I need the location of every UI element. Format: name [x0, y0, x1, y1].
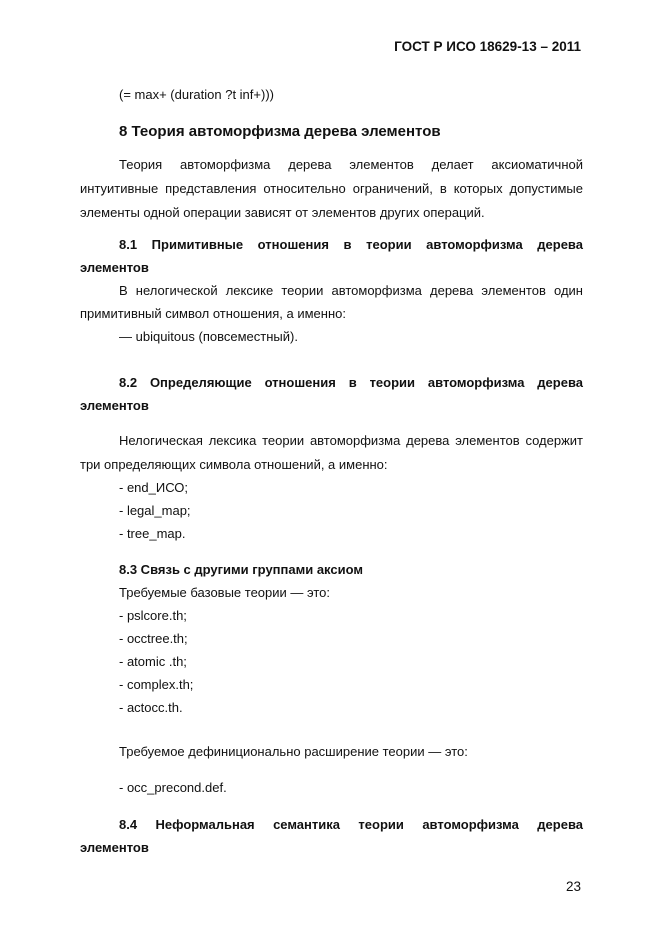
- section-8-4-heading-line-1: 8.4 Неформальная семантика теории автоморфизма дерева: [119, 817, 583, 832]
- section-8-3-extension-intro: Требуемое дефиниционально расширение теории — это:: [119, 744, 468, 759]
- document-header: ГОСТ Р ИСО 18629-13 – 2011: [394, 39, 581, 54]
- section-8-3-intro: Требуемые базовые теории — это:: [119, 585, 331, 600]
- section-8-3-extension-item: - occ_precond.def.: [119, 780, 227, 795]
- section-8-heading: 8 Теория автоморфизма дерева элементов: [119, 123, 441, 140]
- section-8-3-list-item: - complex.th;: [119, 677, 194, 692]
- section-8-paragraph-line-1: Теория автоморфизма дерева элементов делает аксиоматичной: [119, 157, 583, 172]
- page-number: 23: [565, 879, 581, 894]
- section-8-2-list-item: - end_ИСО;: [119, 480, 189, 495]
- section-8-2-heading-line-2: элементов: [80, 398, 149, 413]
- section-8-paragraph-line-2: интуитивные представления относительно ограничений, в которых допустимые: [80, 181, 583, 196]
- formula-line: (= max+ (duration ?t inf+))): [119, 87, 274, 102]
- section-8-2-paragraph-line-2: три определяющих символа отношений, а именно:: [80, 457, 388, 472]
- section-8-1-paragraph-line-2: примитивный символ отношения, а именно:: [80, 306, 346, 321]
- section-8-2-heading-line-1: 8.2 Определяющие отношения в теории автоморфизма дерева: [119, 375, 583, 390]
- section-8-3-list-item: - actocc.th.: [119, 700, 183, 715]
- section-8-3-list-item: - occtree.th;: [119, 631, 188, 646]
- section-8-paragraph-line-3: элементы одной операции зависят от элементов других операций.: [80, 205, 485, 220]
- section-8-1-list-item: — ubiquitous (повсеместный).: [119, 329, 298, 344]
- section-8-1-heading-line-1: 8.1 Примитивные отношения в теории автоморфизма дерева: [119, 237, 583, 252]
- section-8-3-list-item: - atomic .th;: [119, 654, 187, 669]
- section-8-2-paragraph-line-1: Нелогическая лексика теории автоморфизма дерева элементов содержит: [119, 433, 583, 448]
- section-8-4-heading-line-2: элементов: [80, 840, 149, 855]
- section-8-3-list-item: - pslcore.th;: [119, 608, 187, 623]
- section-8-3-heading: 8.3 Связь с другими группами аксиом: [119, 562, 364, 577]
- section-8-2-list-item: - tree_map.: [119, 526, 186, 541]
- section-8-1-paragraph-line-1: В нелогической лексике теории автоморфизма дерева элементов один: [119, 283, 583, 298]
- section-8-1-heading-line-2: элементов: [80, 260, 149, 275]
- section-8-2-list-item: - legal_map;: [119, 503, 191, 518]
